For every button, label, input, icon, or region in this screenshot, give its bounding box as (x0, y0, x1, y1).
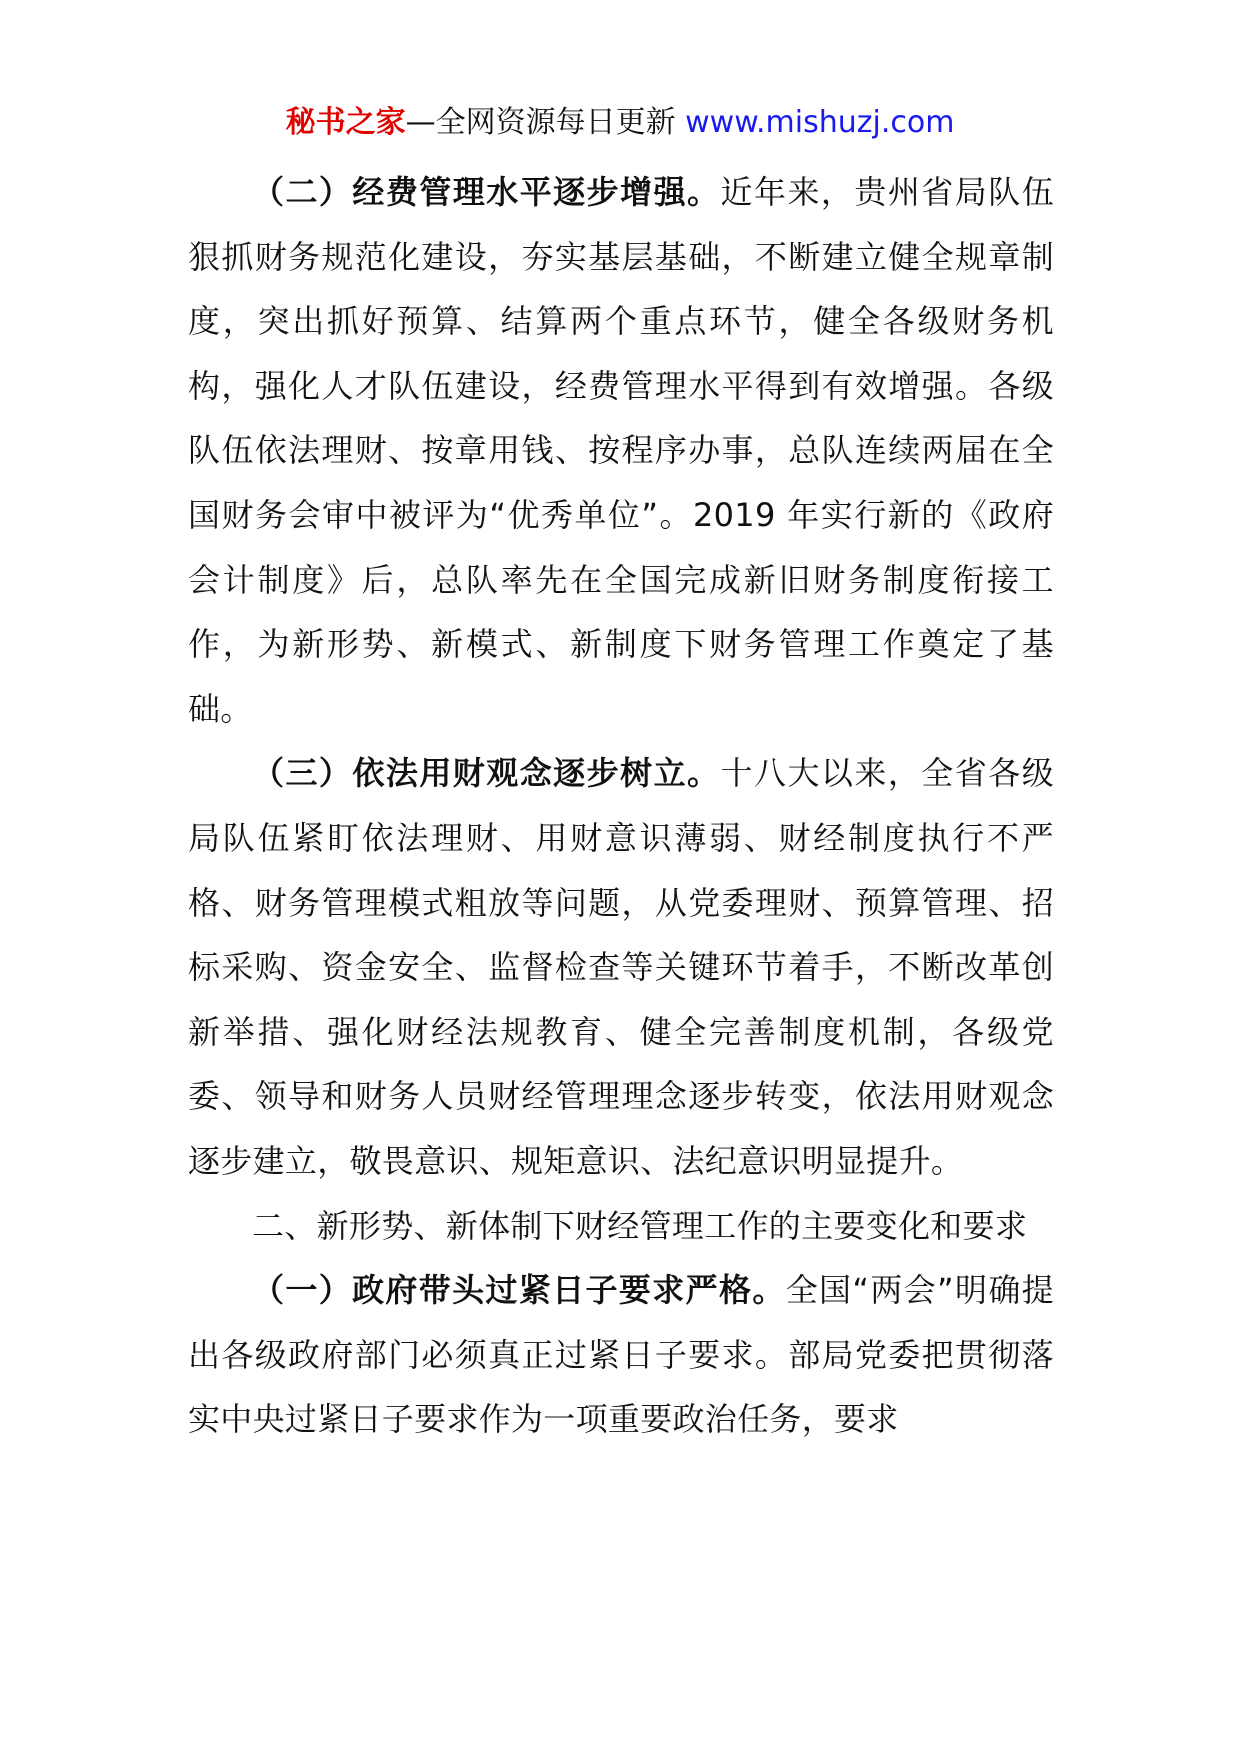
page-header (0, 100, 1240, 146)
paragraph-lawful-finance (188, 741, 1054, 1193)
header-brand: 秘书之家 (285, 105, 406, 140)
paragraph-text: 二、新形势、新体制下财经管理工作的主要变化和要求 (252, 1206, 1028, 1245)
header-tagline: —全网资源每日更新 (405, 105, 686, 140)
paragraph-heading: （二）经费管理水平逐步增强。 (252, 173, 721, 211)
paragraph-text: 全国“两会”明确提出各级政府部门必须真正过紧日子要求。部局党委把贯彻落实中央过紧日子要求作为一项重要政治任务，要求 (188, 1271, 1054, 1439)
paragraph-tight-budget (188, 1258, 1054, 1452)
section-heading-two (188, 1194, 1054, 1259)
paragraph-funds-management (188, 160, 1054, 741)
header-url-link[interactable]: www.mishuzj.com (685, 105, 955, 140)
paragraph-text: 近年来，贵州省局队伍狠抓财务规范化建设，夯实基层基础，不断建立健全规章制度，突出抓好预算、结算两个重点环节，健全各级财务机构，强化人才队伍建设，经费管理水平得到有效增强。各级队伍依法理财、按章用钱、按程序办事，总队连续两届在全国财务会审中被评为“优秀单位”。2019 年实行新的《政府会计制度》后，总队率先在全国完成新旧财务制度衔接工作，为新形势、新模式、新制度下财务管理工作奠定了基础。 (188, 173, 1054, 728)
document-body (188, 160, 1054, 1452)
paragraph-heading: （三）依法用财观念逐步树立。 (252, 754, 721, 793)
paragraph-text: 十八大以来，全省各级局队伍紧盯依法理财、用财意识薄弱、财经制度执行不严格、财务管理模式粗放等问题，从党委理财、预算管理、招标采购、资金安全、监督检查等关键环节着手，不断改革创新举措、强化财经法规教育、健全完善制度机制，各级党委、领导和财务人员财经管理理念逐步转变，依法用财观念逐步建立，敬畏意识、规矩意识、法纪意识明显提升。 (188, 754, 1054, 1180)
paragraph-heading: （一）政府带头过紧日子要求严格。 (252, 1271, 786, 1310)
